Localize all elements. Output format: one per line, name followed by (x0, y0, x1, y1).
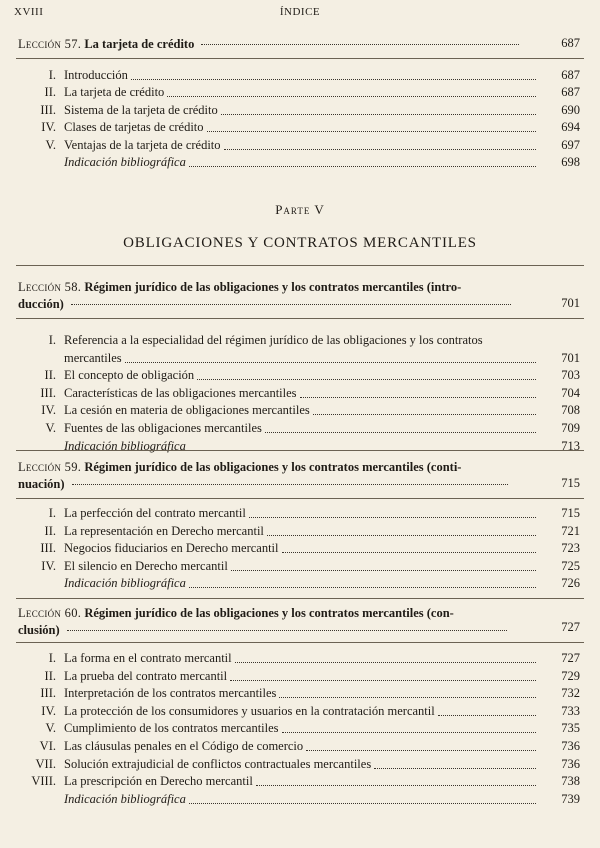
dot-leader (221, 114, 536, 115)
toc-entry (0, 67, 600, 84)
dot-leader (313, 414, 536, 415)
entry-page: 708 (561, 403, 580, 418)
dot-leader (189, 166, 536, 167)
entry-text: Sistema de la tarjeta de crédito (64, 102, 218, 117)
entry-text: Indicación bibliográfica (64, 155, 186, 169)
lesson-58-page: 701 (561, 296, 580, 310)
dot-leader (306, 750, 536, 751)
entry-page: 694 (561, 120, 580, 135)
dot-leader (235, 662, 536, 663)
divider-rule (16, 58, 584, 59)
entry-number: V. (45, 421, 56, 435)
dot-leader (67, 630, 507, 631)
toc-entry (0, 756, 600, 773)
entry-page: 739 (561, 791, 580, 806)
entry-page: 715 (561, 506, 580, 520)
dot-leader (167, 96, 536, 97)
toc-entry (0, 438, 600, 455)
entry-number: I. (48, 506, 56, 520)
divider-rule (16, 498, 584, 499)
divider-rule (16, 642, 584, 643)
entry-page: 690 (561, 102, 580, 117)
entry-number: II. (44, 523, 56, 538)
divider-rule (16, 598, 584, 599)
dot-leader (201, 44, 519, 45)
toc-entry (0, 720, 600, 737)
lesson-60-heading (18, 605, 580, 639)
entry-text: mercantiles (64, 350, 122, 365)
toc-entry (0, 420, 600, 437)
entry-text: La perfección del contrato mercantil (64, 506, 246, 520)
toc-entry (0, 575, 600, 592)
toc-entry (0, 367, 600, 384)
lesson-59-page: 715 (561, 476, 580, 490)
dot-leader (125, 362, 536, 363)
entry-page: 721 (561, 523, 580, 538)
entry-page: 732 (561, 686, 580, 701)
entry-page: 736 (561, 756, 580, 771)
entry-text: Ventajas de la tarjeta de crédito (64, 137, 221, 152)
entry-text: Fuentes de las obligaciones mercantiles (64, 421, 262, 435)
entry-number: I. (48, 651, 56, 665)
lesson-title-line2: clusión) (18, 623, 60, 637)
entry-page: 697 (561, 137, 580, 152)
toc-entry (0, 385, 600, 402)
entry-number: I. (48, 68, 56, 82)
lesson-title-line1: Régimen jurídico de las obligaciones y los contratos mercantiles (intro- (84, 280, 462, 294)
entry-text: La forma en el contrato mercantil (64, 651, 232, 665)
entry-page: 726 (561, 576, 580, 591)
divider-rule (16, 265, 584, 266)
entry-page: 709 (561, 421, 580, 435)
entry-number: III. (40, 385, 56, 400)
entry-page: 733 (561, 703, 580, 718)
entry-number: III. (40, 686, 56, 701)
entry-text: La prueba del contrato mercantil (64, 668, 228, 683)
entry-text: La prescripción en Derecho mercantil (64, 774, 253, 789)
entry-page: 701 (561, 350, 580, 365)
dot-leader (300, 397, 536, 398)
entry-number: II. (44, 368, 56, 383)
toc-entry (0, 84, 600, 101)
dot-leader (230, 680, 536, 681)
dot-leader (131, 79, 536, 80)
entry-text: Características de las obligaciones mercantiles (64, 385, 297, 400)
toc-entry (0, 350, 600, 367)
toc-entry (0, 102, 600, 119)
toc-entry (0, 332, 600, 349)
entry-number: VI. (39, 739, 56, 753)
entry-text: La protección de los consumidores y usuarios en la contratación mercantil (64, 703, 435, 718)
toc-entry (0, 791, 600, 808)
entry-text: Interpretación de los contratos mercantiles (64, 686, 277, 701)
toc-entry (0, 668, 600, 685)
entry-page: 725 (561, 558, 580, 573)
entry-text: Negocios fiduciarios en Derecho mercantil (64, 541, 279, 556)
lesson-60-page: 727 (561, 620, 580, 634)
entry-text: El concepto de obligación (64, 368, 195, 383)
entry-page: 687 (561, 85, 580, 100)
entry-text: Clases de tarjetas de crédito (64, 120, 204, 135)
dot-leader (231, 570, 536, 571)
dot-leader (224, 149, 536, 150)
entry-text: Solución extrajudicial de conflictos contractuales mercantiles (64, 756, 372, 771)
dot-leader (207, 131, 536, 132)
lesson-title-line2: ducción) (18, 297, 64, 311)
toc-entry (0, 558, 600, 575)
toc-entry (0, 523, 600, 540)
toc-entry (0, 738, 600, 755)
entry-text: Cumplimiento de los contratos mercantiles (64, 721, 279, 736)
entry-page: 687 (561, 68, 580, 82)
entry-text: Las cláusulas penales en el Código de comercio (64, 739, 304, 753)
entry-text: Indicación bibliográfica (64, 791, 186, 806)
lesson-label: Lección 58. (18, 280, 82, 294)
entry-page: 727 (561, 651, 580, 665)
entry-text: La cesión en materia de obligaciones mercantiles (64, 403, 310, 418)
toc-entry (0, 773, 600, 790)
entry-page: 703 (561, 368, 580, 383)
entry-page: 736 (561, 739, 580, 753)
entry-number: IV. (41, 120, 56, 135)
dot-leader (71, 304, 511, 305)
part-label: Parte V (275, 202, 325, 217)
entry-number: IV. (41, 403, 56, 418)
entry-text: Indicación bibliográfica (64, 576, 186, 591)
lesson-title-line2: nuación) (18, 477, 65, 491)
entry-page: 738 (561, 774, 580, 789)
entry-page: 735 (561, 721, 580, 736)
toc-entry (0, 137, 600, 154)
entry-number: VII. (35, 756, 56, 771)
entry-number: III. (40, 102, 56, 117)
entry-number: IV. (41, 703, 56, 718)
toc-entry (0, 540, 600, 557)
entry-number: II. (44, 85, 56, 100)
toc-entry (0, 685, 600, 702)
entry-text: Introducción (64, 68, 128, 82)
dot-leader (438, 715, 536, 716)
entry-text: La representación en Derecho mercantil (64, 523, 264, 538)
lesson-title-line1: Régimen jurídico de las obligaciones y los contratos mercantiles (con- (84, 606, 454, 620)
dot-leader (197, 379, 536, 380)
lesson-label: Lección 60. (18, 606, 82, 620)
lesson-57-heading (18, 36, 580, 53)
toc-entry (0, 119, 600, 136)
divider-rule (16, 450, 584, 451)
page-number-roman: XVIII (14, 6, 44, 18)
dot-leader (256, 785, 536, 786)
lesson-label: Lección 57. (18, 37, 82, 51)
entry-number: VIII. (31, 774, 56, 789)
page-header-title: ÍNDICE (279, 6, 321, 18)
entry-text: La tarjeta de crédito (64, 85, 165, 100)
dot-leader (279, 697, 536, 698)
entry-text: El silencio en Derecho mercantil (64, 558, 228, 573)
dot-leader (374, 768, 536, 769)
entry-page: 723 (561, 541, 580, 556)
dot-leader (189, 587, 536, 588)
entry-number: V. (45, 137, 56, 152)
toc-entry (0, 703, 600, 720)
entry-number: V. (45, 721, 56, 736)
lesson-59-heading (18, 459, 580, 493)
toc-entry (0, 402, 600, 419)
dot-leader (265, 432, 536, 433)
entry-page: 713 (561, 438, 580, 453)
entry-number: III. (40, 541, 56, 556)
dot-leader (282, 552, 537, 553)
toc-entry (0, 505, 600, 522)
lesson-label: Lección 59. (18, 460, 82, 474)
dot-leader (249, 517, 536, 518)
lesson-58-heading (18, 279, 580, 313)
dot-leader (267, 535, 536, 536)
entry-number: IV. (41, 558, 56, 573)
dot-leader (282, 732, 536, 733)
entry-page: 704 (561, 385, 580, 400)
dot-leader (72, 484, 508, 485)
lesson-57-page: 687 (561, 36, 580, 50)
entry-number: II. (44, 668, 56, 683)
divider-rule (16, 318, 584, 319)
lesson-title-line1: Régimen jurídico de las obligaciones y los contratos mercantiles (conti- (84, 460, 462, 474)
toc-entry (0, 650, 600, 667)
entry-number: I. (48, 333, 56, 347)
toc-entry (0, 154, 600, 171)
dot-leader (189, 803, 536, 804)
part-title: OBLIGACIONES Y CONTRATOS MERCANTILES (123, 235, 477, 251)
entry-text: Indicación bibliográfica (64, 438, 186, 453)
entry-page: 698 (561, 155, 580, 169)
entry-page: 729 (561, 668, 580, 683)
entry-text: Referencia a la especialidad del régimen jurídico de las obligaciones y los contratos (64, 333, 483, 347)
lesson-title: La tarjeta de crédito (84, 37, 195, 51)
